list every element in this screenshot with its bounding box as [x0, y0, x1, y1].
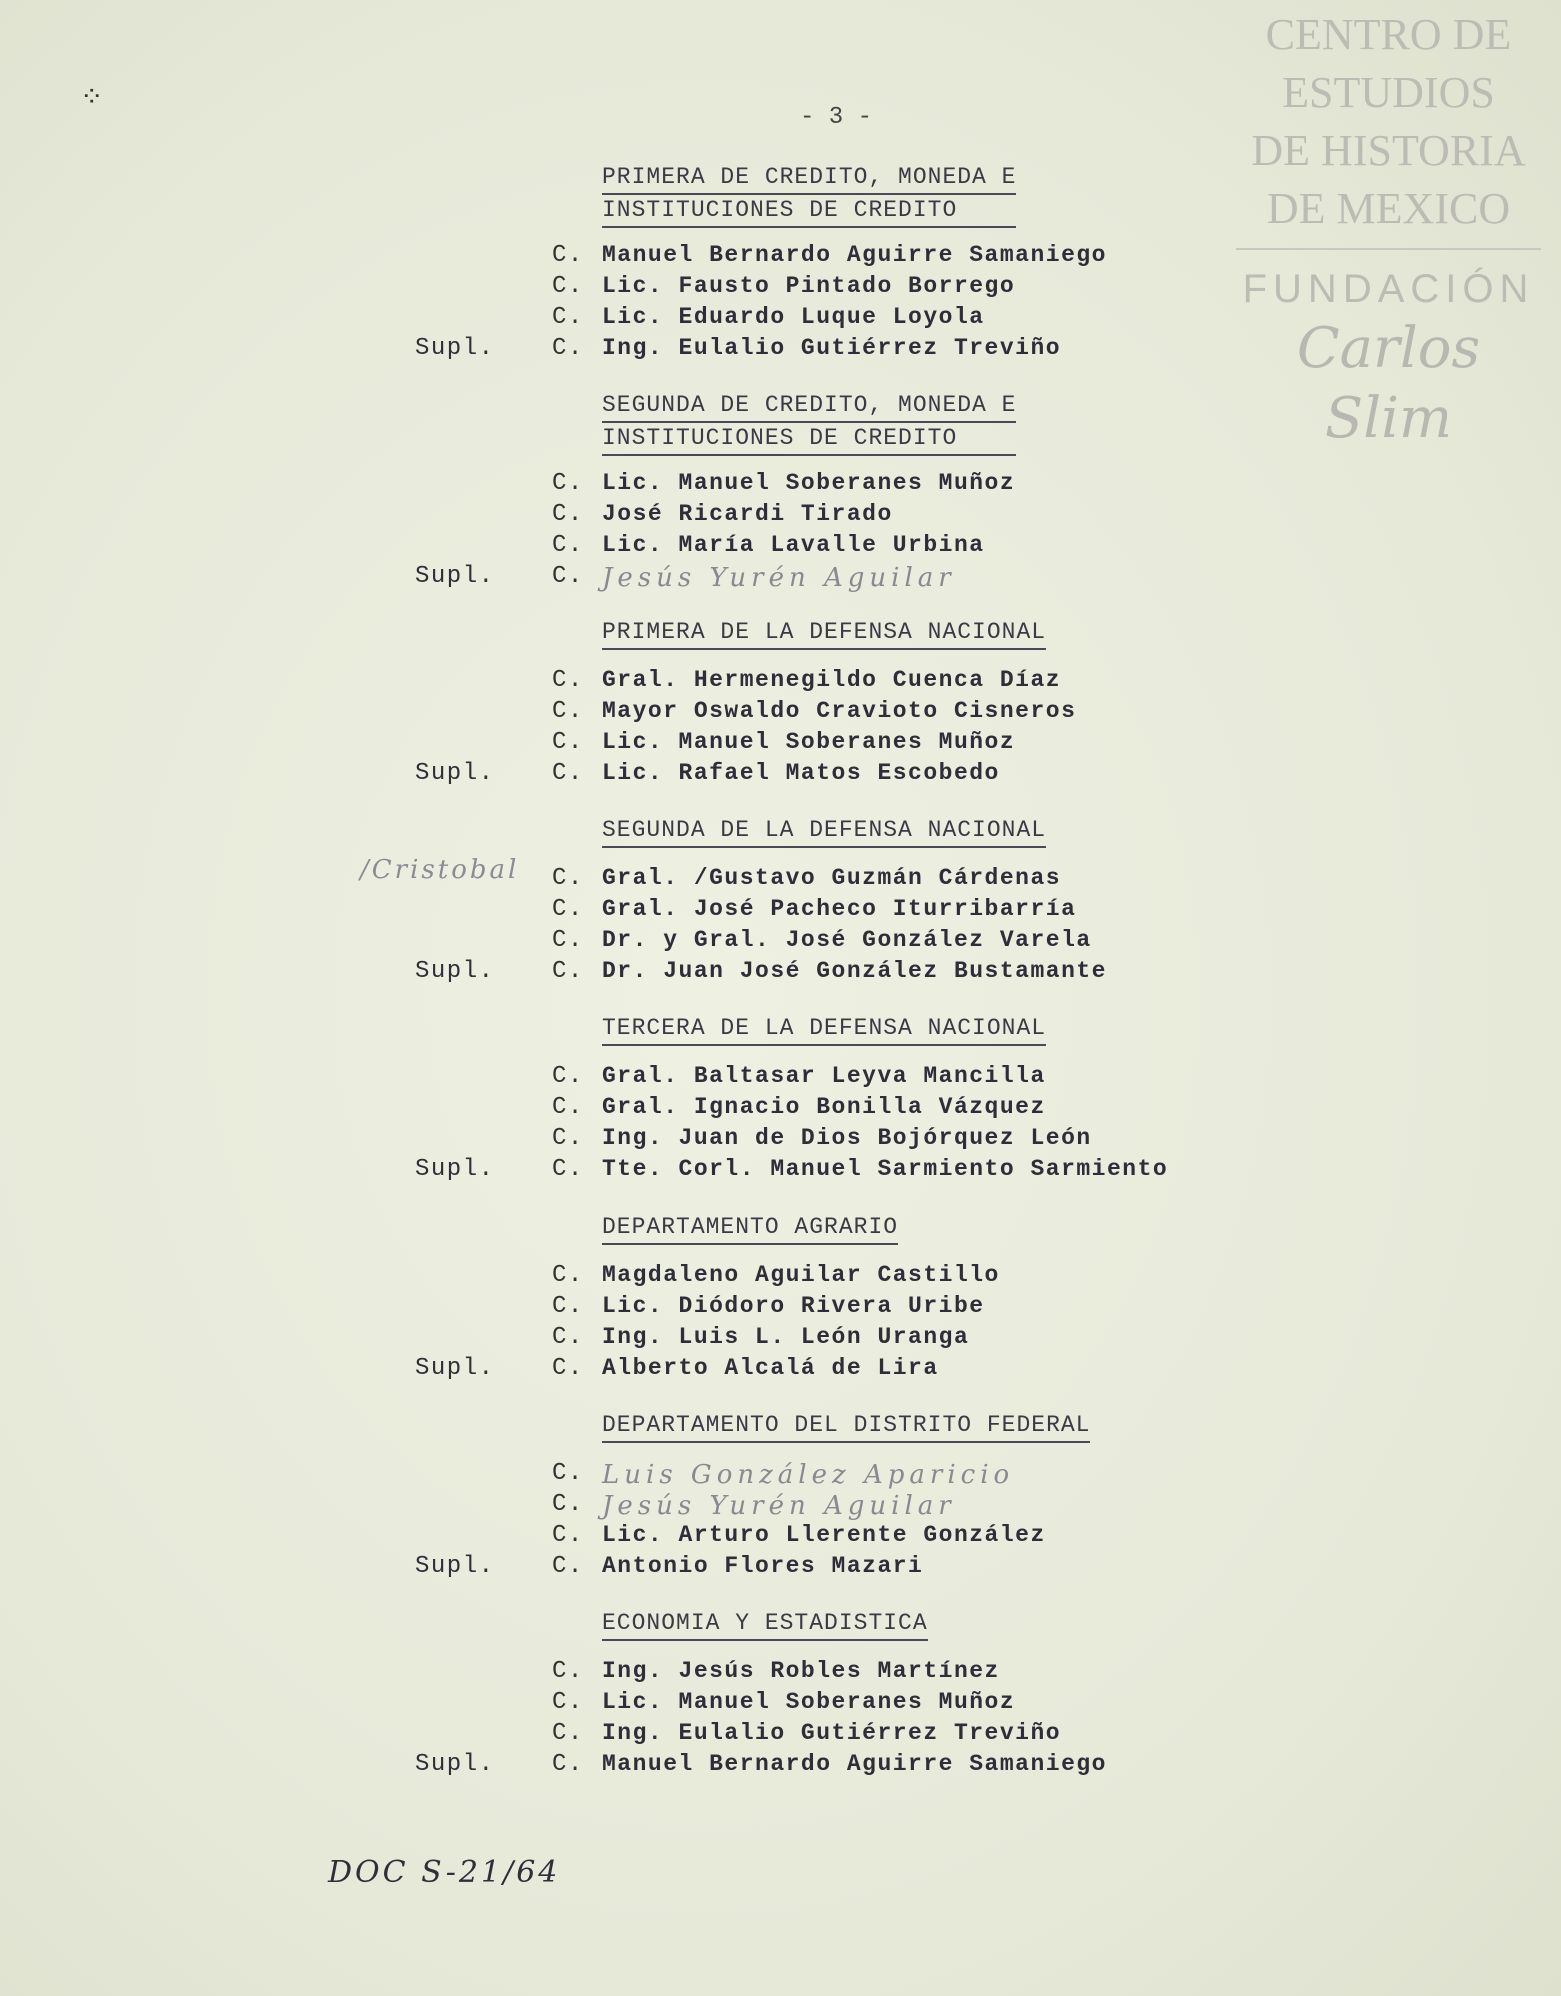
archive-watermark [1236, 6, 1541, 454]
section-title [602, 617, 1046, 650]
member-prefix: C. [552, 729, 584, 756]
member-row [0, 1125, 1561, 1156]
member-name: Manuel Bernardo Aguirre Samaniego [602, 1751, 1107, 1777]
member-name: Tte. Corl. Manuel Sarmiento Sarmiento [602, 1156, 1169, 1182]
member-prefix: C. [552, 1751, 584, 1778]
member-name: Dr. Juan José González Bustamante [602, 958, 1107, 984]
member-name: Lic. Manuel Soberanes Muñoz [602, 1689, 1016, 1715]
ink-mark-icon: ⁘ [80, 84, 104, 115]
member-name: Ing. Eulalio Gutiérrez Treviño [602, 1720, 1062, 1746]
section-title-line: INSTITUCIONES DE CREDITO [602, 195, 1016, 228]
member-prefix: C. [552, 532, 584, 559]
member-row [0, 896, 1561, 927]
member-prefix: C. [552, 470, 584, 497]
watermark-signature: Carlos Slim [1296, 316, 1481, 451]
member-row [0, 1460, 1561, 1491]
member-name: Gral. José Pacheco Iturribarría [602, 896, 1077, 922]
handwritten-member-name: Luis González Aparicio [602, 1460, 1015, 1490]
section-title [602, 1212, 898, 1245]
member-prefix: C. [552, 698, 584, 725]
watermark-line: ESTUDIOS [1282, 68, 1495, 117]
member-prefix: C. [552, 273, 584, 300]
member-prefix: C. [552, 1094, 584, 1121]
member-name: Lic. Rafael Matos Escobedo [602, 760, 1000, 786]
member-name: Ing. Juan de Dios Bojórquez León [602, 1125, 1092, 1151]
member-row [0, 927, 1561, 958]
member-row [0, 563, 1561, 594]
member-row [0, 865, 1561, 896]
member-prefix: C. [552, 1355, 584, 1382]
member-prefix: C. [552, 1689, 584, 1716]
member-row [0, 1324, 1561, 1355]
member-prefix: C. [552, 501, 584, 528]
member-role: Supl. [415, 1355, 495, 1382]
member-name: Alberto Alcalá de Lira [602, 1355, 939, 1381]
member-prefix: C. [552, 1491, 584, 1518]
member-name: Lic. Eduardo Luque Loyola [602, 304, 985, 330]
section-title [602, 390, 1016, 456]
section-title-line: DEPARTAMENTO AGRARIO [602, 1212, 898, 1245]
member-row [0, 1355, 1561, 1386]
member-row [0, 1094, 1561, 1125]
member-row [0, 1689, 1561, 1720]
member-prefix: C. [552, 1658, 584, 1685]
member-prefix: C. [552, 304, 584, 331]
member-prefix: C. [552, 958, 584, 985]
section-title-line: INSTITUCIONES DE CREDITO [602, 423, 1016, 456]
member-role: Supl. [415, 1156, 495, 1183]
member-row [0, 273, 1561, 304]
section-title-line: SEGUNDA DE CREDITO, MONEDA E [602, 390, 1016, 423]
section-title-line: SEGUNDA DE LA DEFENSA NACIONAL [602, 815, 1046, 848]
member-name: Ing. Luis L. León Uranga [602, 1324, 970, 1350]
member-row [0, 1658, 1561, 1689]
member-name: Gral. /Gustavo Guzmán Cárdenas [602, 865, 1062, 891]
member-prefix: C. [552, 760, 584, 787]
member-row [0, 1063, 1561, 1094]
handwritten-margin-note: /Cristobal [360, 855, 520, 885]
member-row [0, 470, 1561, 501]
member-row [0, 1522, 1561, 1553]
section-title-line: ECONOMIA Y ESTADISTICA [602, 1608, 928, 1641]
section-title-line: DEPARTAMENTO DEL DISTRITO FEDERAL [602, 1410, 1090, 1443]
member-prefix: C. [552, 563, 584, 590]
member-prefix: C. [552, 1324, 584, 1351]
section-title [602, 815, 1046, 848]
member-row [0, 698, 1561, 729]
member-prefix: C. [552, 1460, 584, 1487]
member-row [0, 1293, 1561, 1324]
member-prefix: C. [552, 927, 584, 954]
member-prefix: C. [552, 865, 584, 892]
member-name: Lic. Fausto Pintado Borrego [602, 273, 1016, 299]
member-row [0, 532, 1561, 563]
member-row [0, 760, 1561, 791]
member-row [0, 1720, 1561, 1751]
member-name: Lic. María Lavalle Urbina [602, 532, 985, 558]
member-role: Supl. [415, 760, 495, 787]
handwritten-member-name: Jesús Yurén Aguilar [602, 1491, 956, 1521]
watermark-foundation: FUNDACIÓN [1242, 267, 1535, 311]
member-row [0, 501, 1561, 532]
member-row [0, 1491, 1561, 1522]
member-row [0, 667, 1561, 698]
section-title [602, 1410, 1090, 1443]
member-name: Gral. Baltasar Leyva Mancilla [602, 1063, 1046, 1089]
section-title-line: PRIMERA DE LA DEFENSA NACIONAL [602, 617, 1046, 650]
section-title [602, 1013, 1046, 1046]
member-name: Gral. Ignacio Bonilla Vázquez [602, 1094, 1046, 1120]
member-prefix: C. [552, 1125, 584, 1152]
member-prefix: C. [552, 242, 584, 269]
member-row [0, 1553, 1561, 1584]
watermark-line: DE MEXICO [1266, 184, 1511, 233]
member-prefix: C. [552, 1156, 584, 1183]
member-role: Supl. [415, 563, 495, 590]
member-name: Gral. Hermenegildo Cuenca Díaz [602, 667, 1062, 693]
member-prefix: C. [552, 1553, 584, 1580]
page-number: - 3 - [800, 104, 873, 131]
section-title [602, 162, 1016, 228]
member-row [0, 1156, 1561, 1187]
handwritten-member-name: Jesús Yurén Aguilar [602, 563, 956, 593]
watermark-line: DE HISTORIA [1251, 126, 1526, 175]
member-role: Supl. [415, 958, 495, 985]
document-reference: DOC S-21/64 [328, 1855, 561, 1890]
member-prefix: C. [552, 1293, 584, 1320]
member-name: José Ricardi Tirado [602, 501, 893, 527]
watermark-line: CENTRO DE [1265, 10, 1512, 59]
member-prefix: C. [552, 1720, 584, 1747]
member-prefix: C. [552, 1522, 584, 1549]
member-row [0, 958, 1561, 989]
member-name: Manuel Bernardo Aguirre Samaniego [602, 242, 1107, 268]
member-row [0, 242, 1561, 273]
section-title [602, 1608, 928, 1641]
member-name: Dr. y Gral. José González Varela [602, 927, 1092, 953]
member-name: Antonio Flores Mazari [602, 1553, 924, 1579]
section-title-line: PRIMERA DE CREDITO, MONEDA E [602, 162, 1016, 195]
member-name: Lic. Diódoro Rivera Uribe [602, 1293, 985, 1319]
member-role: Supl. [415, 1553, 495, 1580]
member-name: Ing. Jesús Robles Martínez [602, 1658, 1000, 1684]
member-row [0, 729, 1561, 760]
member-name: Magdaleno Aguilar Castillo [602, 1262, 1000, 1288]
member-prefix: C. [552, 1262, 584, 1289]
section-title-line: TERCERA DE LA DEFENSA NACIONAL [602, 1013, 1046, 1046]
member-row [0, 1751, 1561, 1782]
member-row [0, 304, 1561, 335]
member-name: Lic. Arturo Llerente González [602, 1522, 1046, 1548]
member-row [0, 335, 1561, 366]
member-prefix: C. [552, 1063, 584, 1090]
member-name: Lic. Manuel Soberanes Muñoz [602, 470, 1016, 496]
member-name: Lic. Manuel Soberanes Muñoz [602, 729, 1016, 755]
member-prefix: C. [552, 896, 584, 923]
member-role: Supl. [415, 1751, 495, 1778]
member-prefix: C. [552, 667, 584, 694]
member-prefix: C. [552, 335, 584, 362]
member-name: Mayor Oswaldo Cravioto Cisneros [602, 698, 1077, 724]
member-role: Supl. [415, 335, 495, 362]
member-row [0, 1262, 1561, 1293]
member-name: Ing. Eulalio Gutiérrez Treviño [602, 335, 1062, 361]
